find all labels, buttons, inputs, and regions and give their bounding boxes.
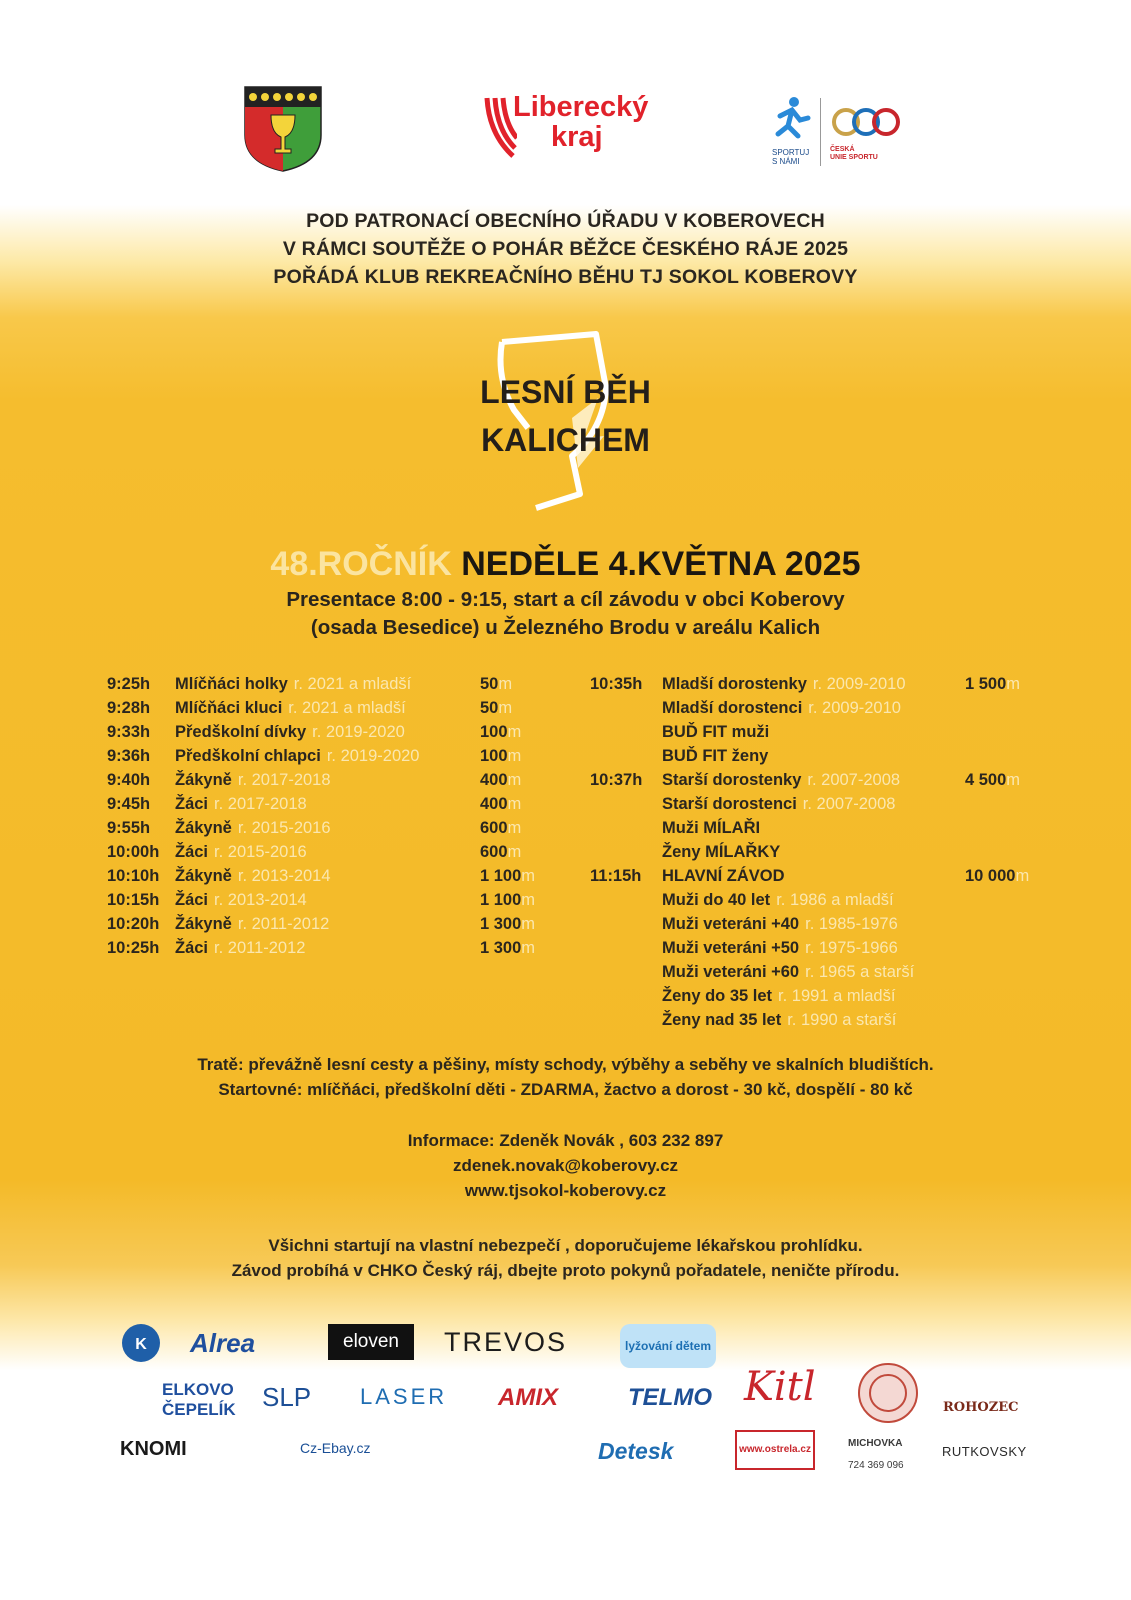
sponsor-telmo: TELMO: [628, 1384, 712, 1411]
distance-value: 10 000: [965, 867, 1016, 885]
cus-line1: ČESKÁ: [830, 146, 855, 153]
schedule-row: [590, 888, 1050, 912]
birth-years: r. 2019-2020: [312, 723, 405, 741]
patronage-line-1: POD PATRONACÍ OBECNÍHO ÚŘADU V KOBEROVECH: [306, 210, 825, 232]
category: [175, 672, 411, 696]
sponsor-elkovo: ELKOVO: [162, 1380, 234, 1399]
category: [662, 792, 895, 816]
divider: [820, 98, 821, 166]
schedule-row: [107, 840, 547, 864]
category-name: BUĎ FIT muži: [662, 723, 770, 741]
birth-years: [785, 867, 791, 885]
birth-years: r. 2009-2010: [812, 675, 906, 693]
patronage-line-3: POŘÁDÁ KLUB REKREAČNÍHO BĚHU TJ SOKOL KOBEROVY: [273, 266, 858, 288]
distance: [480, 768, 521, 792]
kraj-name-line1: Liberecký: [513, 91, 649, 123]
category-name: Starší dorostenky: [662, 771, 802, 789]
category: [175, 912, 329, 936]
distance-unit: m: [498, 675, 513, 693]
runner-icon: [772, 96, 812, 146]
race-notes: [0, 1052, 1131, 1102]
title-line-2: KALICHEM: [481, 422, 650, 458]
category-name: Mlíčňáci kluci: [175, 699, 283, 717]
category-name: Muži MÍLAŘI: [662, 819, 761, 837]
category-name: Ženy MÍLAŘKY: [662, 843, 781, 861]
sponsor-trevos: TREVOS: [444, 1327, 568, 1357]
distance: [480, 936, 535, 960]
cus-line2: UNIE SPORTU: [830, 154, 878, 161]
category: [662, 840, 786, 864]
category: [662, 672, 906, 696]
birth-years: r. 2019-2020: [326, 747, 420, 765]
distance: [965, 768, 1020, 792]
category: [662, 720, 775, 744]
category-name: Předškolní dívky: [175, 723, 307, 741]
schedule-row: [107, 912, 547, 936]
start-time: 9:28h: [107, 699, 151, 717]
sponsor-kitl: Kitl: [744, 1364, 816, 1410]
closing-line-1: Všichni startují na vlastní nebezpečí , doporučujeme lékařskou prohlídku.: [268, 1236, 863, 1255]
start-time: 9:25h: [107, 675, 151, 693]
category: [175, 840, 307, 864]
category: [662, 984, 895, 1008]
sponsor-slp: SLP: [262, 1382, 312, 1412]
birth-years: r. 2021 a mladší: [293, 675, 412, 693]
birth-years: [769, 723, 775, 741]
distance-unit: m: [1006, 675, 1021, 693]
closing-line-2: Závod probíhá v CHKO Český ráj, dbejte proto pokynů pořadatele, neničte přírodu.: [231, 1261, 900, 1280]
distance-unit: m: [498, 699, 513, 717]
category-name: Žáci: [175, 939, 209, 957]
distance-unit: m: [521, 915, 536, 933]
birth-years: [768, 747, 774, 765]
schedule-row: [590, 936, 1050, 960]
category: [175, 888, 307, 912]
distance-unit: m: [1015, 867, 1030, 885]
sponsor-knomi: KNOMI: [120, 1438, 187, 1460]
schedule-row: [107, 744, 547, 768]
birth-years: r. 2011-2012: [237, 915, 330, 933]
category: [662, 1008, 896, 1032]
sponsor-detesk: Detesk: [598, 1438, 674, 1464]
category-name: Žáci: [175, 795, 209, 813]
distance: [480, 888, 535, 912]
patronage-line-2: V RÁMCI SOUTĚŽE O POHÁR BĚŽCE ČESKÉHO RÁJE 2025: [282, 238, 849, 260]
distance-value: 1 300: [480, 915, 522, 933]
start-time: 10:35h: [590, 675, 643, 693]
event-title: [0, 368, 1131, 464]
sponsor-laser: LASER: [360, 1384, 448, 1409]
distance-value: 1 500: [965, 675, 1007, 693]
header-logos: [0, 78, 1131, 178]
birth-years: r. 1985-1976: [805, 915, 898, 933]
birth-years: [780, 843, 786, 861]
schedule-row: [590, 672, 1050, 696]
category-name: BUĎ FIT ženy: [662, 747, 769, 765]
category-name: Mladší dorostenci: [662, 699, 803, 717]
distance-value: 400: [480, 795, 508, 813]
category-name: Ženy do 35 let: [662, 987, 773, 1005]
distance-value: 600: [480, 819, 508, 837]
presentation-line-2: (osada Besedice) u Železného Brodu v areálu Kalich: [310, 616, 821, 639]
distance: [480, 840, 521, 864]
presentation-line-1: Presentace 8:00 - 9:15, start a cíl závodu v obci Koberovy: [286, 588, 845, 611]
contact-info: [0, 1128, 1131, 1203]
birth-years: r. 1975-1966: [805, 939, 898, 957]
birth-years: r. 2021 a mladší: [288, 699, 406, 717]
knauf-logo-icon: [120, 1322, 162, 1364]
edition-date-line: [0, 545, 1131, 584]
schedule-row: [590, 984, 1050, 1008]
distance-unit: m: [521, 939, 536, 957]
schedule-row: [590, 864, 1050, 888]
distance: [965, 672, 1020, 696]
start-time: 9:36h: [107, 747, 151, 765]
birth-years: r. 2011-2012: [214, 939, 306, 957]
category-name: Žákyně: [175, 819, 232, 837]
start-time: 9:45h: [107, 795, 151, 813]
birth-years: [760, 819, 766, 837]
schedule-row: [590, 792, 1050, 816]
category: [662, 744, 774, 768]
distance-value: 1 300: [480, 939, 522, 957]
birth-years: r. 2017-2018: [214, 795, 307, 813]
distance: [480, 696, 512, 720]
contact-email[interactable]: zdenek.novak@koberovy.cz: [452, 1156, 679, 1175]
schedule-row: [590, 840, 1050, 864]
category-name: Žákyně: [175, 771, 232, 789]
schedule-row: [107, 888, 547, 912]
category-name: Mladší dorostenky: [662, 675, 807, 693]
sponsor-alrea: Alrea: [190, 1328, 256, 1358]
start-time: 10:37h: [590, 771, 643, 789]
category: [662, 864, 791, 888]
distance-unit: m: [521, 891, 536, 909]
schedule-row: [107, 768, 547, 792]
start-time: 10:20h: [107, 915, 160, 933]
distance-value: 100: [480, 723, 508, 741]
category-name: Žákyně: [175, 867, 232, 885]
start-time: 9:55h: [107, 819, 151, 837]
schedule-row: [107, 816, 547, 840]
start-time: 10:10h: [107, 867, 160, 885]
category-name: Muži veteráni +40: [662, 915, 800, 933]
schedule-row: [590, 960, 1050, 984]
schedule-row: [107, 720, 547, 744]
start-time: 9:40h: [107, 771, 151, 789]
kraj-stripes-icon: [483, 94, 517, 160]
schedule-row: [107, 792, 547, 816]
category: [175, 744, 419, 768]
birth-years: r. 2013-2014: [237, 867, 331, 885]
distance: [480, 816, 521, 840]
start-time: 10:15h: [107, 891, 160, 909]
birth-years: r. 1986 a mladší: [776, 891, 894, 909]
distance: [480, 672, 512, 696]
category: [175, 816, 331, 840]
anniversary-seal-icon: [857, 1362, 919, 1424]
contact-person: Informace: Zdeněk Novák , 603 232 897: [407, 1131, 724, 1150]
liberecky-kraj-logo: [483, 92, 663, 162]
category: [662, 912, 898, 936]
distance: [480, 792, 521, 816]
birth-years: r. 2007-2008: [807, 771, 901, 789]
presentation-info: [0, 586, 1131, 642]
title-line-1: LESNÍ BĚH: [480, 374, 651, 410]
distance-unit: m: [1006, 771, 1021, 789]
schedule-row: [590, 1008, 1050, 1032]
schedule-row: [107, 936, 547, 960]
distance-unit: m: [507, 795, 522, 813]
sponsor-amix: AMIX: [498, 1384, 558, 1411]
schedule-row: [590, 720, 1050, 744]
schedule-row: [107, 672, 547, 696]
distance: [480, 864, 535, 888]
category-name: Předškolní chlapci: [175, 747, 321, 765]
category: [662, 696, 901, 720]
distance-value: 400: [480, 771, 508, 789]
category: [662, 816, 766, 840]
category-name: Muži veteráni +60: [662, 963, 800, 981]
distance-unit: m: [507, 771, 522, 789]
category: [175, 768, 331, 792]
distance-unit: m: [507, 747, 522, 765]
schedule-row: [590, 744, 1050, 768]
category-name: Muži do 40 let: [662, 891, 771, 909]
category-name: HLAVNÍ ZÁVOD: [662, 867, 785, 885]
startovne-text: Startovné: mlíčňáci, předškolní děti - ZDARMA, žactvo a dorost - 30 kč, dospělí - 80 kč: [218, 1080, 913, 1099]
distance-value: 50: [480, 699, 499, 717]
category: [662, 936, 898, 960]
birth-years: r. 1991 a mladší: [778, 987, 896, 1005]
start-time: 9:33h: [107, 723, 151, 741]
distance: [480, 744, 521, 768]
start-time: 10:00h: [107, 843, 160, 861]
edition: 48.ROČNÍK: [270, 545, 452, 583]
distance: [480, 912, 535, 936]
distance-value: 4 500: [965, 771, 1007, 789]
sportuj-line1: SPORTUJ: [772, 148, 810, 157]
category-name: Žáci: [175, 843, 209, 861]
sponsor-eloven: eloven: [328, 1324, 414, 1360]
birth-years: r. 1965 a starší: [805, 963, 915, 981]
sponsor-lyzovani: lyžování dětem: [620, 1324, 716, 1368]
category-name: Žákyně: [175, 915, 232, 933]
patronage-text: [0, 207, 1131, 291]
category: [175, 720, 405, 744]
schedule-row: [590, 768, 1050, 792]
distance: [965, 864, 1029, 888]
schedule-row: [590, 912, 1050, 936]
contact-website[interactable]: www.tjsokol-koberovy.cz: [464, 1181, 667, 1200]
distance-value: 1 100: [480, 867, 522, 885]
category-name: Žáci: [175, 891, 209, 909]
category-name: Starší dorostenci: [662, 795, 797, 813]
cus-text: [830, 146, 878, 162]
start-time: 11:15h: [590, 867, 642, 885]
category: [175, 792, 307, 816]
sportuj-line2: S NÁMI: [772, 157, 800, 166]
schedule-row: [107, 864, 547, 888]
schedule-right: [590, 672, 1050, 1032]
kraj-name-line2: kraj: [551, 121, 603, 153]
schedule-left: [107, 672, 547, 960]
birth-years: r. 2007-2008: [802, 795, 896, 813]
sport-logos: [772, 96, 932, 171]
schedule-row: [590, 696, 1050, 720]
trate-text: Tratě: převážně lesní cesty a pěšiny, místy schody, výběhy a seběhy ve skalních bludištích.: [197, 1055, 934, 1074]
birth-years: r. 2013-2014: [214, 891, 307, 909]
sponsor-rohozec: ROHOZEC: [943, 1400, 1019, 1415]
closing-notice: [0, 1233, 1131, 1283]
distance-unit: m: [507, 723, 522, 741]
category: [662, 960, 914, 984]
sponsor-cepelik: ČEPELÍK: [162, 1400, 236, 1419]
sportuj-text: [772, 148, 809, 166]
birth-years: r. 1990 a starší: [787, 1011, 897, 1029]
start-time: 10:25h: [107, 939, 160, 957]
schedule-row: [590, 816, 1050, 840]
category: [175, 936, 305, 960]
event-date: NEDĚLE 4.KVĚTNA 2025: [461, 545, 861, 583]
category-name: Muži veteráni +50: [662, 939, 800, 957]
sponsor-logos: [0, 1310, 1131, 1510]
birth-years: r. 2009-2010: [808, 699, 901, 717]
distance-value: 50: [480, 675, 499, 693]
distance-unit: m: [507, 843, 522, 861]
cus-rings-icon: [830, 100, 910, 144]
birth-years: r. 2015-2016: [237, 819, 331, 837]
sponsor-michovka-phone: 724 369 096: [848, 1460, 904, 1471]
category-name: Ženy nad 35 let: [662, 1011, 782, 1029]
svg-text:K: K: [135, 1336, 147, 1353]
distance-unit: m: [507, 819, 522, 837]
category: [662, 768, 900, 792]
category: [175, 696, 406, 720]
category: [662, 888, 894, 912]
koberovy-coat-of-arms-icon: [243, 85, 323, 173]
sponsor-rutkovsky: RUTKOVSKY: [942, 1444, 1027, 1459]
category: [175, 864, 331, 888]
category-name: Mlíčňáci holky: [175, 675, 288, 693]
schedule-row: [107, 696, 547, 720]
birth-years: r. 2017-2018: [237, 771, 331, 789]
sponsor-michovka: MICHOVKA: [848, 1438, 903, 1449]
distance-value: 100: [480, 747, 508, 765]
distance-value: 1 100: [480, 891, 522, 909]
sponsor-ostrela: www.ostrela.cz: [735, 1430, 815, 1470]
distance-unit: m: [521, 867, 536, 885]
birth-years: r. 2015-2016: [214, 843, 307, 861]
distance-value: 600: [480, 843, 508, 861]
distance: [480, 720, 521, 744]
sponsor-cz-ebay: Cz-Ebay.cz: [300, 1440, 371, 1456]
